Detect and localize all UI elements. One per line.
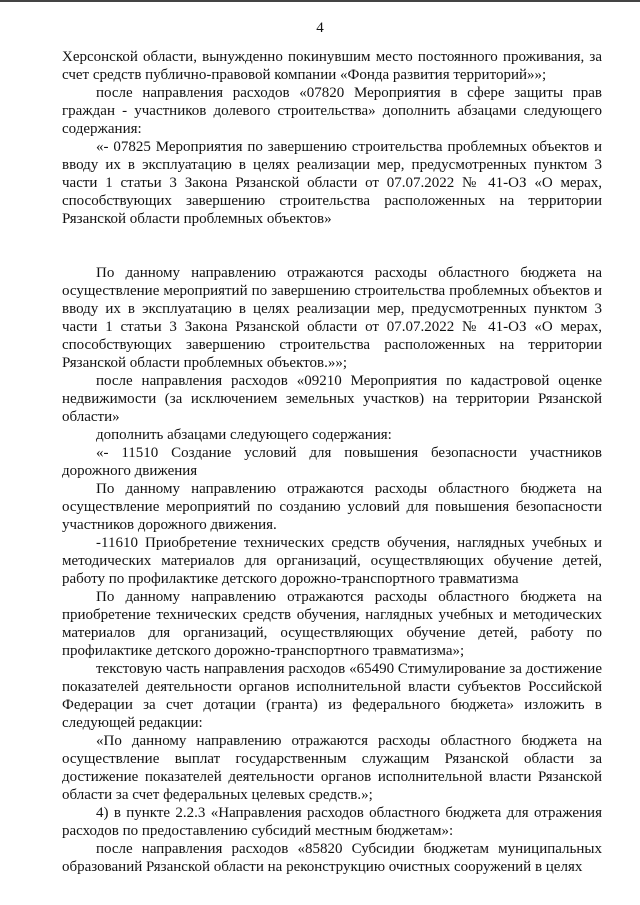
paragraph-13: 4) в пункте 2.2.3 «Направления расходов областного бюджета для отражения расходов по предоставлению субсидий местным бюджетам»: [62,805,602,839]
paragraph-9: -11610 Приобретение технических средств обучения, наглядных учебных и методических материалов для организаций, осуществляющих обучение детей, работу по профилактике детского дорожно-транспортного травматизма [62,535,602,587]
page-number: 4 [316,20,324,36]
paragraph-5: после направления расходов «09210 Мероприятия по кадастровой оценке недвижимости (за исключением земельных участков) на территории Рязанской области» [62,373,602,425]
paragraph-4: По данному направлению отражаются расходы областного бюджета на осуществление мероприятий по завершению строительства проблемных объектов и вводу их в эксплуатацию в целях реализации мер, предусмотренных пунктом 3 части 1 статьи 3 Закона Рязанской области от 07.07.2022 № 41-ОЗ «О мерах, способствующих завершению строительства расположенных на территории Рязанской области проблемных объектов.»»; [62,265,602,371]
paragraph-3: «- 07825 Мероприятия по завершению строительства проблемных объектов и вводу их в эксплуатацию в целях реализации мер, предусмотренных пунктом 3 части 1 статьи 3 Закона Рязанской области от 07.07.2022 № 41-ОЗ «О мерах, способствующих завершению строительства расположенных на территории Рязанской области проблемных объектов» [62,139,602,227]
paragraph-1: Херсонской области, вынужденно покинувшим место постоянного проживания, за счет средств публично-правовой компании «Фонда развития территорий»»; [62,49,602,83]
paragraph-6: дополнить абзацами следующего содержания: [96,427,392,443]
paragraph-7: «- 11510 Создание условий для повышения безопасности участников дорожного движения [62,445,602,479]
paragraph-2: после направления расходов «07820 Мероприятия в сфере защиты прав граждан - участников долевого строительства» дополнить абзацами следующего содержания: [62,85,602,137]
paragraph-gap [62,228,602,264]
paragraph-11: текстовую часть направления расходов «65490 Стимулирование за достижение показателей деятельности органов исполнительной власти субъектов Российской Федерации за счет дотации (гранта) из федерального бюджета» изложить в следующей редакции: [62,661,602,731]
top-edge-rule [0,0,640,2]
document-body [62,48,602,876]
paragraph-8: По данному направлению отражаются расходы областного бюджета на осуществление мероприятий по созданию условий для повышения безопасности участников дорожного движения. [62,481,602,533]
paragraph-14: после направления расходов «85820 Субсидии бюджетам муниципальных образований Рязанской области на реконструкцию очистных сооружений в целях [62,841,602,875]
paragraph-12: «По данному направлению отражаются расходы областного бюджета на осуществление выплат государственным служащим Рязанской области за достижение показателей деятельности органов исполнительной власти Рязанской области за счет федеральных целевых средств.»; [62,733,602,803]
paragraph-10: По данному направлению отражаются расходы областного бюджета на приобретение технических средств обучения, наглядных учебных и методических материалов для организаций, осуществляющих обучение детей, работу по профилактике детского дорожно-транспортного травматизма»; [62,589,602,659]
